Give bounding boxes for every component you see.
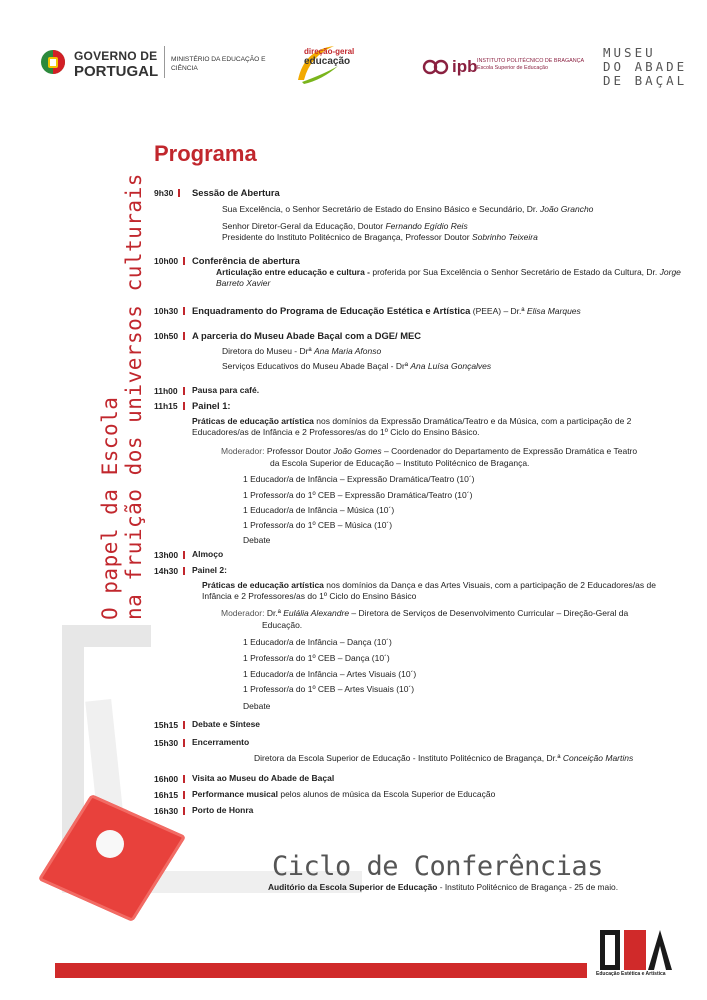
side-title-line2: na fruição dos universos culturais <box>122 173 146 620</box>
time-label: 16h00 <box>154 774 185 784</box>
time-label: 10h00 <box>154 256 185 266</box>
time-label: 10h50 <box>154 331 185 341</box>
ministry-name: MINISTÉRIO DA EDUCAÇÃO E CIÊNCIA <box>171 56 266 72</box>
session-heading: Enquadramento do Programa de Educação Estética e Artística (PEEA) – Dr.ª Elisa Marques <box>192 305 581 316</box>
decor-pad-hole <box>96 830 124 858</box>
session-heading: Debate e Síntese <box>192 719 261 729</box>
speaker-line: Serviços Educativos do Museu Abade Baçal - Drª Ana Luísa Gonçalves <box>222 361 492 371</box>
speaker-line: Sua Excelência, o Senhor Secretário de Estado do Ensino Básico e Secundário, Dr. João Grancho <box>222 204 594 214</box>
logo-divider <box>164 46 165 78</box>
session-heading: Visita ao Museu do Abade de Baçal <box>192 773 335 783</box>
debate-label: Debate <box>243 701 271 711</box>
museu-logo-line2: DO ABADE <box>603 59 688 74</box>
time-bar <box>183 307 185 315</box>
session-description: Articulação entre educação e cultura - proferida por Sua Excelência o Senhor Secretário de Estado da Cultura, Dr. Jorge Barreto Xavier <box>216 267 681 288</box>
time-label: 10h30 <box>154 306 185 316</box>
session-description: Práticas de educação artística nos domínios da Dança e das Artes Visuais, com a participação de 2 Educadores/as de Infância e 2 Professores/as do 1º Ciclo do Ensino Básico <box>202 580 656 601</box>
museu-logo-line1: MUSEU <box>603 45 656 60</box>
gov-logo-line2: PORTUGAL <box>74 63 159 80</box>
moderator-line: Moderador: Dr.ª Eulália Alexandre – Diretora de Serviços de Desenvolvimento Curricular – Direção-Geral da <box>221 608 629 618</box>
time-bar <box>183 387 185 395</box>
time-bar <box>183 739 185 747</box>
museu-logo <box>603 46 687 88</box>
time-bar <box>183 551 185 559</box>
session-heading: A parceria do Museu Abade Baçal com a DGE/ MEC <box>192 330 422 341</box>
participant-line: 1 Educador/a de Infância – Artes Visuais (10´) <box>243 669 417 679</box>
ipb-knot-icon <box>422 58 452 76</box>
moderator-line: da Escola Superior de Educação – Instituto Politécnico de Bragança. <box>270 458 530 468</box>
participant-line: 1 Educador/a de Infância – Expressão Dramática/Teatro (10´) <box>243 474 475 484</box>
side-title <box>98 100 146 620</box>
dge-logo-line1: direção-geral <box>304 47 355 56</box>
participant-line: 1 Educador/a de Infância – Música (10´) <box>243 505 395 515</box>
side-title-line1: O papel da Escola <box>98 396 122 620</box>
participant-line: 1 Professor/a do 1º CEB – Artes Visuais (10´) <box>243 684 415 694</box>
bottom-red-bar <box>55 963 587 978</box>
time-label: 16h30 <box>154 806 185 816</box>
participant-line: 1 Educador/a de Infância – Dança (10´) <box>243 637 392 647</box>
debate-label: Debate <box>243 535 271 545</box>
session-heading: Almoço <box>192 549 224 559</box>
portugal-coat-of-arms-icon <box>40 45 66 79</box>
speaker-line: Diretora da Escola Superior de Educação - Instituto Politécnico de Bragança, Dr.ª Conceição Martins <box>254 753 634 763</box>
participant-line: 1 Professor/a do 1º CEB – Expressão Dramática/Teatro (10´) <box>243 490 473 500</box>
session-heading: Conferência de abertura <box>192 255 300 266</box>
session-heading: Porto de Honra <box>192 805 254 815</box>
participant-line: 1 Professor/a do 1º CEB – Dança (10´) <box>243 653 390 663</box>
speaker-line: Senhor Diretor-Geral da Educação, Doutor Fernando Egídio Reis <box>222 221 468 231</box>
time-bar <box>183 567 185 575</box>
ipb-logo-mark: ipb <box>452 57 478 76</box>
speaker-line: Presidente do Instituto Politécnico de Bragança, Professor Doutor Sobrinho Teixeira <box>222 232 538 242</box>
time-label: 11h15 <box>154 401 185 411</box>
session-heading: Painel 2: <box>192 565 227 575</box>
venue-line: Auditório da Escola Superior de Educação - Instituto Politécnico de Bragança - 25 de maio. <box>268 882 619 892</box>
conference-cycle-title: Ciclo de Conferências <box>272 851 603 882</box>
session-heading: Encerramento <box>192 737 250 747</box>
speaker-line: Diretora do Museu - Drª Ana Maria Afonso <box>222 346 382 356</box>
session-heading: Sessão de Abertura <box>192 187 280 198</box>
time-bar <box>183 807 185 815</box>
time-bar <box>183 721 185 729</box>
participant-line: 1 Professor/a do 1º CEB – Música (10´) <box>243 520 393 530</box>
time-bar <box>183 402 185 410</box>
moderator-line: Moderador: Professor Doutor João Gomes – Coordenador do Departamento de Expressão Dramática e Teatro <box>221 446 638 456</box>
session-heading: Performance musical pelos alunos de música da Escola Superior de Educação <box>192 789 496 799</box>
time-label: 9h30 <box>154 188 180 198</box>
museu-logo-line3: DE BAÇAL <box>603 73 688 88</box>
time-label: 13h00 <box>154 550 185 560</box>
eea-logo-label: Educação Estética e Artística <box>596 971 666 977</box>
time-bar <box>183 332 185 340</box>
decor-frame-top <box>62 625 151 647</box>
gov-logo-line1: GOVERNO DE <box>74 49 158 63</box>
time-label: 15h30 <box>154 738 185 748</box>
session-description: Práticas de educação artística nos domínios da Expressão Dramática/Teatro e da Música, com a participação de 2 Educadores/as de Infância e 2 Professores/as do 1º Ciclo do Ensino Básico. <box>192 416 632 437</box>
time-label: 14h30 <box>154 566 185 576</box>
time-label: 15h15 <box>154 720 185 730</box>
session-heading: Painel 1: <box>192 400 231 411</box>
program-title: Programa <box>154 141 257 166</box>
time-bar <box>183 775 185 783</box>
time-bar <box>183 257 185 265</box>
time-label: 11h00 <box>154 386 185 396</box>
dge-logo-line2: educação <box>304 56 351 67</box>
time-bar <box>178 189 180 197</box>
moderator-line: Educação. <box>262 620 303 630</box>
time-bar <box>183 791 185 799</box>
time-label: 16h15 <box>154 790 185 800</box>
session-heading: Pausa para café. <box>192 385 260 395</box>
ipb-logo-name: INSTITUTO POLITÉCNICO DE BRAGANÇA Escola Superior de Educação <box>477 58 584 71</box>
